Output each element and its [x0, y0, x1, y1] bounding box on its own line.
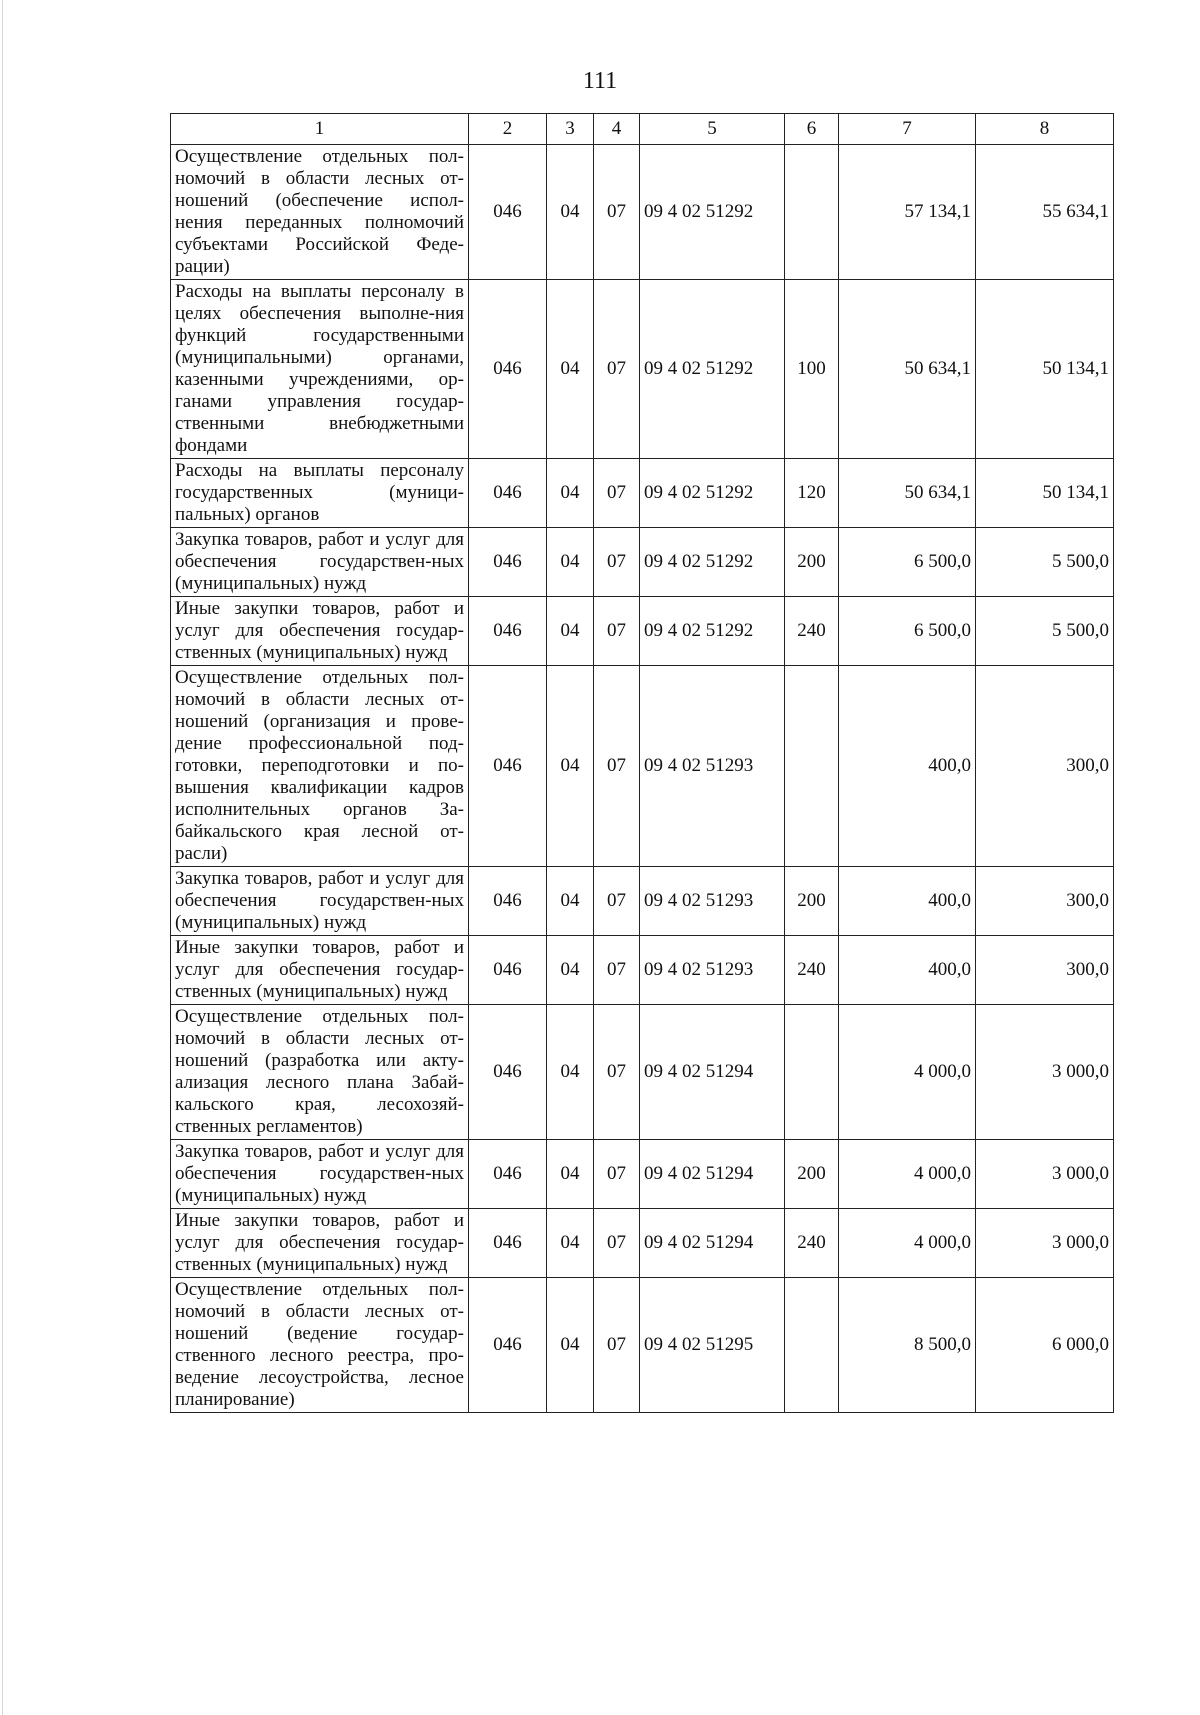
subsection-code: 07: [594, 1140, 640, 1209]
amount-year-1: 400,0: [839, 936, 976, 1005]
column-header-6: 6: [785, 114, 839, 145]
subsection-code: 07: [594, 1278, 640, 1413]
item-description: Иные закупки товаров, работ и услуг для обеспечения государ-ственных (муниципальных) нужд: [171, 1209, 469, 1278]
item-description: Закупка товаров, работ и услуг для обеспечения государствен-ных (муниципальных) нужд: [171, 867, 469, 936]
target-article-code: 09 4 02 51295: [640, 1278, 785, 1413]
ministry-code: 046: [469, 1005, 547, 1140]
ministry-code: 046: [469, 459, 547, 528]
amount-year-1: 50 634,1: [839, 459, 976, 528]
target-article-code: 09 4 02 51292: [640, 145, 785, 280]
subsection-code: 07: [594, 528, 640, 597]
section-code: 04: [547, 867, 594, 936]
target-article-code: 09 4 02 51292: [640, 280, 785, 459]
table-row: [171, 1209, 1114, 1278]
target-article-code: 09 4 02 51292: [640, 459, 785, 528]
item-description: Расходы на выплаты персоналу в целях обеспечения выполне-ния функций государственными (муниципальными) органами, казенными учреждениями, ор-ганами управления государ-ственными внебюджетными фондами: [171, 280, 469, 459]
expense-type-code: 240: [785, 936, 839, 1005]
column-header-8: 8: [976, 114, 1114, 145]
amount-year-1: 4 000,0: [839, 1005, 976, 1140]
ministry-code: 046: [469, 280, 547, 459]
section-code: 04: [547, 528, 594, 597]
table-row: [171, 597, 1114, 666]
subsection-code: 07: [594, 1005, 640, 1140]
amount-year-1: 57 134,1: [839, 145, 976, 280]
item-description: Осуществление отдельных пол-номочий в области лесных от-ношений (организация и прове-дение профессиональной под-готовки, переподготовки и по-вышения квалификации кадров исполнительных органов За-байкальского края лесной от-расли): [171, 666, 469, 867]
amount-year-1: 6 500,0: [839, 528, 976, 597]
amount-year-2: 300,0: [976, 936, 1114, 1005]
section-code: 04: [547, 936, 594, 1005]
amount-year-1: 4 000,0: [839, 1140, 976, 1209]
target-article-code: 09 4 02 51293: [640, 666, 785, 867]
page-number: 111: [582, 68, 618, 94]
item-description: Осуществление отдельных пол-номочий в области лесных от-ношений (разработка или акту-ализация лесного плана Забай-кальского края, лесохозяй-ственных регламентов): [171, 1005, 469, 1140]
table-row: [171, 1278, 1114, 1413]
column-header-5: 5: [640, 114, 785, 145]
budget-table: [170, 113, 1114, 1413]
column-header-2: 2: [469, 114, 547, 145]
amount-year-1: 4 000,0: [839, 1209, 976, 1278]
ministry-code: 046: [469, 597, 547, 666]
table-row: [171, 666, 1114, 867]
subsection-code: 07: [594, 867, 640, 936]
amount-year-2: 3 000,0: [976, 1005, 1114, 1140]
expense-type-code: [785, 1278, 839, 1413]
section-code: 04: [547, 1140, 594, 1209]
ministry-code: 046: [469, 145, 547, 280]
subsection-code: 07: [594, 597, 640, 666]
section-code: 04: [547, 145, 594, 280]
section-code: 04: [547, 1278, 594, 1413]
expense-type-code: [785, 145, 839, 280]
expense-type-code: [785, 1005, 839, 1140]
amount-year-2: 55 634,1: [976, 145, 1114, 280]
amount-year-2: 300,0: [976, 666, 1114, 867]
subsection-code: 07: [594, 280, 640, 459]
section-code: 04: [547, 597, 594, 666]
target-article-code: 09 4 02 51294: [640, 1140, 785, 1209]
ministry-code: 046: [469, 867, 547, 936]
amount-year-1: 6 500,0: [839, 597, 976, 666]
expense-type-code: [785, 666, 839, 867]
subsection-code: 07: [594, 1209, 640, 1278]
ministry-code: 046: [469, 528, 547, 597]
item-description: Расходы на выплаты персоналу государственных (муници-пальных) органов: [171, 459, 469, 528]
ministry-code: 046: [469, 1209, 547, 1278]
amount-year-2: 6 000,0: [976, 1278, 1114, 1413]
scan-edge-line: [2, 0, 3, 1715]
table-row: [171, 280, 1114, 459]
table-row: [171, 936, 1114, 1005]
item-description: Закупка товаров, работ и услуг для обеспечения государствен-ных (муниципальных) нужд: [171, 528, 469, 597]
subsection-code: 07: [594, 459, 640, 528]
ministry-code: 046: [469, 666, 547, 867]
item-description: Закупка товаров, работ и услуг для обеспечения государствен-ных (муниципальных) нужд: [171, 1140, 469, 1209]
section-code: 04: [547, 666, 594, 867]
amount-year-1: 8 500,0: [839, 1278, 976, 1413]
subsection-code: 07: [594, 145, 640, 280]
item-description: Иные закупки товаров, работ и услуг для обеспечения государ-ственных (муниципальных) нужд: [171, 936, 469, 1005]
section-code: 04: [547, 459, 594, 528]
amount-year-1: 400,0: [839, 867, 976, 936]
ministry-code: 046: [469, 1278, 547, 1413]
target-article-code: 09 4 02 51293: [640, 867, 785, 936]
column-header-1: 1: [171, 114, 469, 145]
item-description: Осуществление отдельных пол-номочий в области лесных от-ношений (обеспечение испол-нения переданных полномочий субъектами Российской Феде-рации): [171, 145, 469, 280]
amount-year-2: 5 500,0: [976, 528, 1114, 597]
item-description: Осуществление отдельных пол-номочий в области лесных от-ношений (ведение государ-ственного лесного реестра, про-ведение лесоустройства, лесное планирование): [171, 1278, 469, 1413]
expense-type-code: 100: [785, 280, 839, 459]
ministry-code: 046: [469, 1140, 547, 1209]
amount-year-1: 50 634,1: [839, 280, 976, 459]
subsection-code: 07: [594, 936, 640, 1005]
table-row: [171, 1005, 1114, 1140]
table-row: [171, 145, 1114, 280]
target-article-code: 09 4 02 51294: [640, 1209, 785, 1278]
target-article-code: 09 4 02 51294: [640, 1005, 785, 1140]
table-header-row: [171, 114, 1114, 145]
ministry-code: 046: [469, 936, 547, 1005]
target-article-code: 09 4 02 51293: [640, 936, 785, 1005]
table-body: [171, 145, 1114, 1413]
amount-year-2: 5 500,0: [976, 597, 1114, 666]
subsection-code: 07: [594, 666, 640, 867]
expense-type-code: 240: [785, 1209, 839, 1278]
table-row: [171, 867, 1114, 936]
target-article-code: 09 4 02 51292: [640, 597, 785, 666]
amount-year-1: 400,0: [839, 666, 976, 867]
amount-year-2: 3 000,0: [976, 1140, 1114, 1209]
amount-year-2: 3 000,0: [976, 1209, 1114, 1278]
column-header-3: 3: [547, 114, 594, 145]
expense-type-code: 240: [785, 597, 839, 666]
expense-type-code: 200: [785, 867, 839, 936]
amount-year-2: 300,0: [976, 867, 1114, 936]
table-row: [171, 459, 1114, 528]
target-article-code: 09 4 02 51292: [640, 528, 785, 597]
section-code: 04: [547, 1209, 594, 1278]
amount-year-2: 50 134,1: [976, 280, 1114, 459]
item-description: Иные закупки товаров, работ и услуг для обеспечения государ-ственных (муниципальных) нужд: [171, 597, 469, 666]
expense-type-code: 200: [785, 528, 839, 597]
column-header-7: 7: [839, 114, 976, 145]
expense-type-code: 200: [785, 1140, 839, 1209]
column-header-4: 4: [594, 114, 640, 145]
expense-type-code: 120: [785, 459, 839, 528]
table-row: [171, 528, 1114, 597]
section-code: 04: [547, 1005, 594, 1140]
table-row: [171, 1140, 1114, 1209]
section-code: 04: [547, 280, 594, 459]
amount-year-2: 50 134,1: [976, 459, 1114, 528]
